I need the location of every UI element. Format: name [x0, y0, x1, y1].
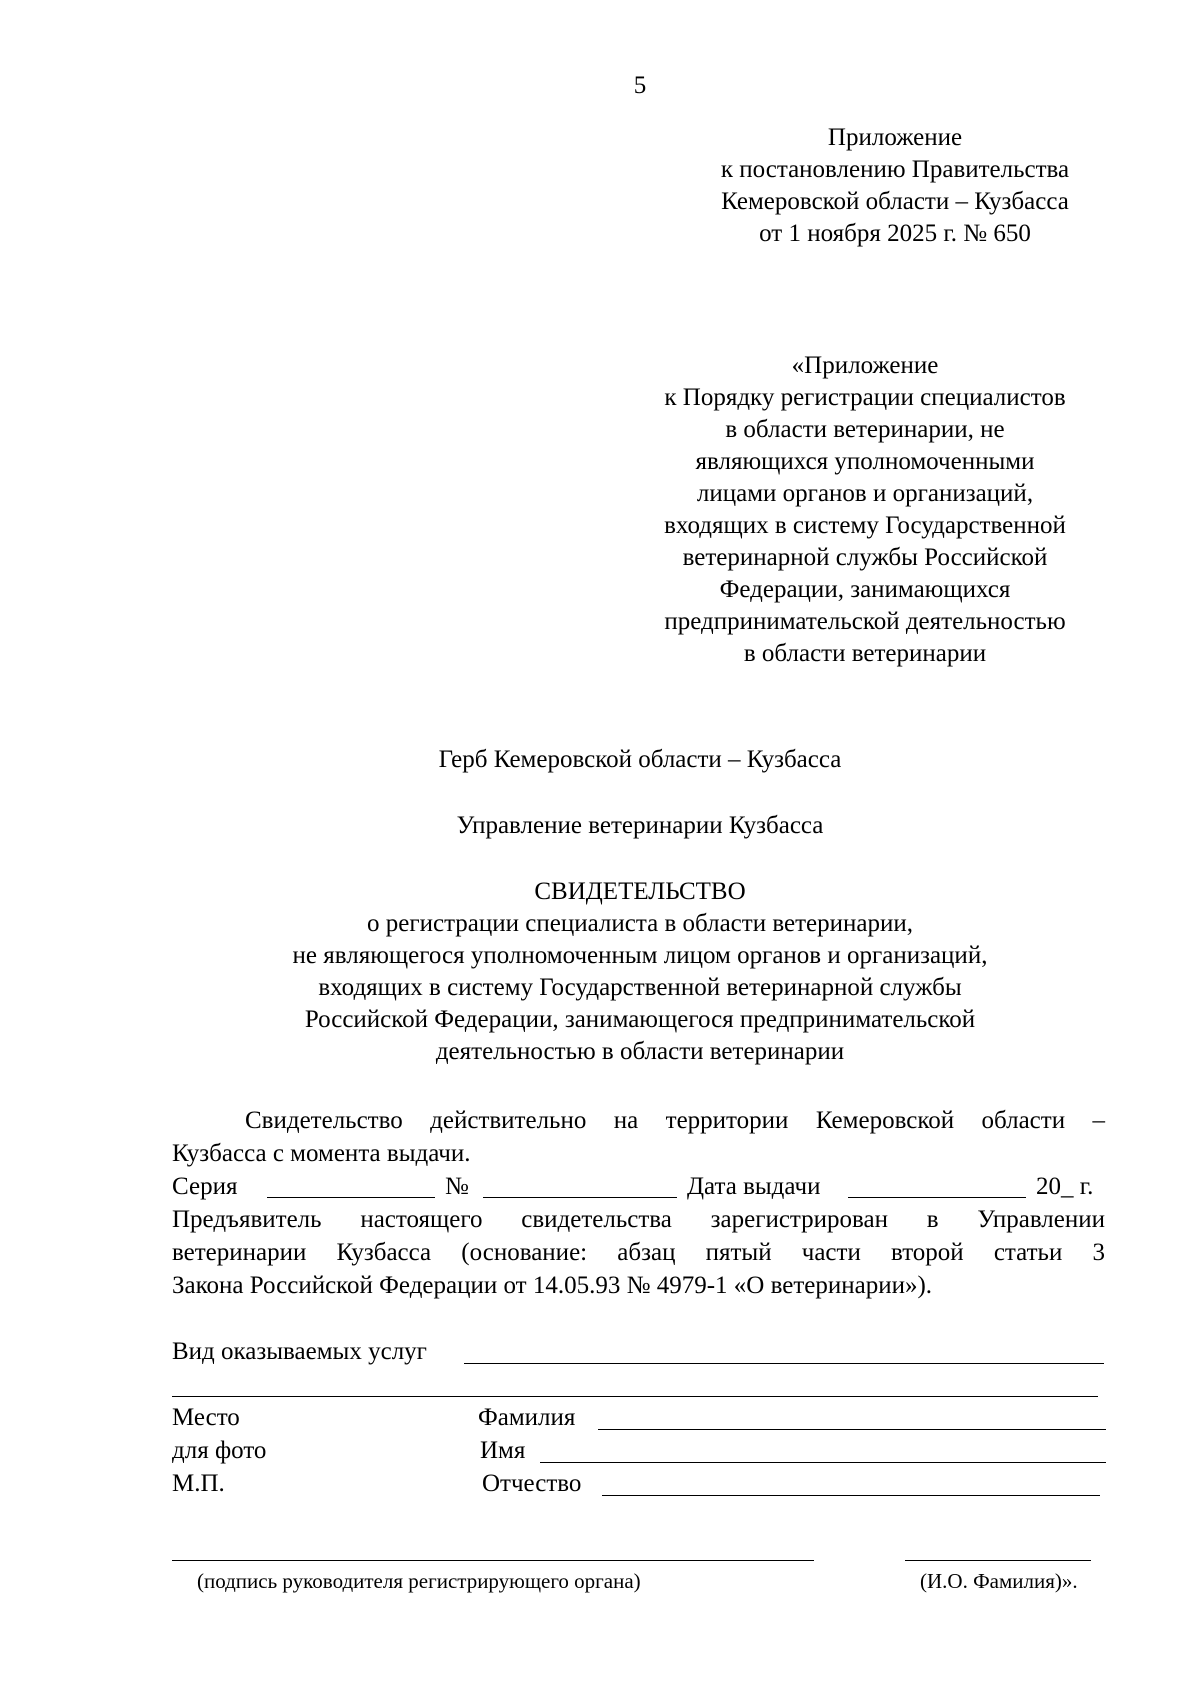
coat-of-arms-caption: Герб Кемеровской области – Кузбасса [438, 746, 842, 773]
name-field[interactable] [540, 1462, 1106, 1463]
surname-label: Фамилия [478, 1404, 576, 1431]
services-field-continuation[interactable] [172, 1396, 1098, 1397]
department-name: Управление ветеринарии Кузбасса [456, 812, 824, 839]
appendix-order-line: Федерации, занимающихся [719, 576, 1011, 603]
patronymic-label: Отчество [482, 1470, 582, 1497]
holder-line: Предъявитель настоящего свидетельства зарегистрирован в Управлении [172, 1206, 1105, 1233]
appendix-order-line: в области ветеринарии [743, 640, 987, 667]
certificate-subtitle-line: не являющегося уполномоченным лицом органов и организаций, [292, 942, 988, 969]
surname-field[interactable] [598, 1429, 1106, 1430]
appendix-order-line: входящих в систему Государственной [664, 512, 1066, 539]
head-signature-caption: (подпись руководителя регистрирующего органа) [197, 1569, 641, 1593]
holder-line-last: Закона Российской Федерации от 14.05.93 № 4979-1 «О ветеринарии»). [172, 1272, 933, 1299]
appendix-order-line: в области ветеринарии, не [725, 416, 1005, 443]
patronymic-field[interactable] [602, 1495, 1100, 1496]
certificate-title: СВИДЕТЕЛЬСТВО [534, 878, 746, 905]
holder-line: ветеринарии Кузбасса (основание: абзац пятый части второй статьи 3 [172, 1239, 1105, 1266]
appendix-order-line: ветеринарной службы Российской [682, 544, 1048, 571]
appendix-order-line: лицами органов и организаций, [696, 480, 1034, 507]
number-field[interactable] [483, 1197, 677, 1198]
series-label: Серия [172, 1173, 238, 1200]
appendix-header-line: к постановлению Правительства [720, 156, 1070, 183]
stamp-label: М.П. [172, 1470, 225, 1497]
head-signature-line[interactable] [172, 1560, 814, 1561]
certificate-subtitle-line: Российской Федерации, занимающегося предпринимательской [304, 1006, 976, 1033]
appendix-order-line: к Порядку регистрации специалистов [664, 384, 1066, 411]
certificate-subtitle [150, 908, 1130, 1068]
appendix-order-line: предпринимательской деятельностью [664, 608, 1066, 635]
certificate-subtitle-line: о регистрации специалиста в области ветеринарии, [367, 910, 913, 937]
appendix-order [630, 350, 1100, 670]
validity-line-2: Кузбасса с момента выдачи. [172, 1140, 471, 1167]
appendix-header [690, 122, 1100, 250]
appendix-order-line: «Приложение [791, 352, 939, 379]
appendix-header-line: Приложение [827, 124, 963, 151]
issue-date-field[interactable] [848, 1197, 1026, 1198]
initials-surname-caption: (И.О. Фамилия)». [920, 1569, 1078, 1593]
year-label: 20_ г. [1036, 1173, 1094, 1200]
photo-place-label: Место [172, 1404, 240, 1431]
series-field[interactable] [267, 1197, 435, 1198]
photo-for-label: для фото [172, 1437, 267, 1464]
number-label: № [445, 1173, 469, 1200]
appendix-order-line: являющихся уполномоченными [695, 448, 1035, 475]
certificate-subtitle-line: деятельностью в области ветеринарии [435, 1038, 845, 1065]
appendix-header-line: Кемеровской области – Кузбасса [721, 188, 1069, 215]
validity-line-1: Свидетельство действительно на территории Кемеровской области – [245, 1107, 1105, 1134]
certificate-subtitle-line: входящих в систему Государственной ветеринарной службы [318, 974, 962, 1001]
initials-surname-line[interactable] [905, 1560, 1091, 1561]
services-field[interactable] [464, 1363, 1104, 1364]
page-number: 5 [633, 72, 647, 99]
appendix-header-line: от 1 ноября 2025 г. № 650 [759, 220, 1031, 247]
name-label: Имя [480, 1437, 526, 1464]
issue-date-label: Дата выдачи [687, 1173, 821, 1200]
services-label: Вид оказываемых услуг [172, 1338, 427, 1365]
